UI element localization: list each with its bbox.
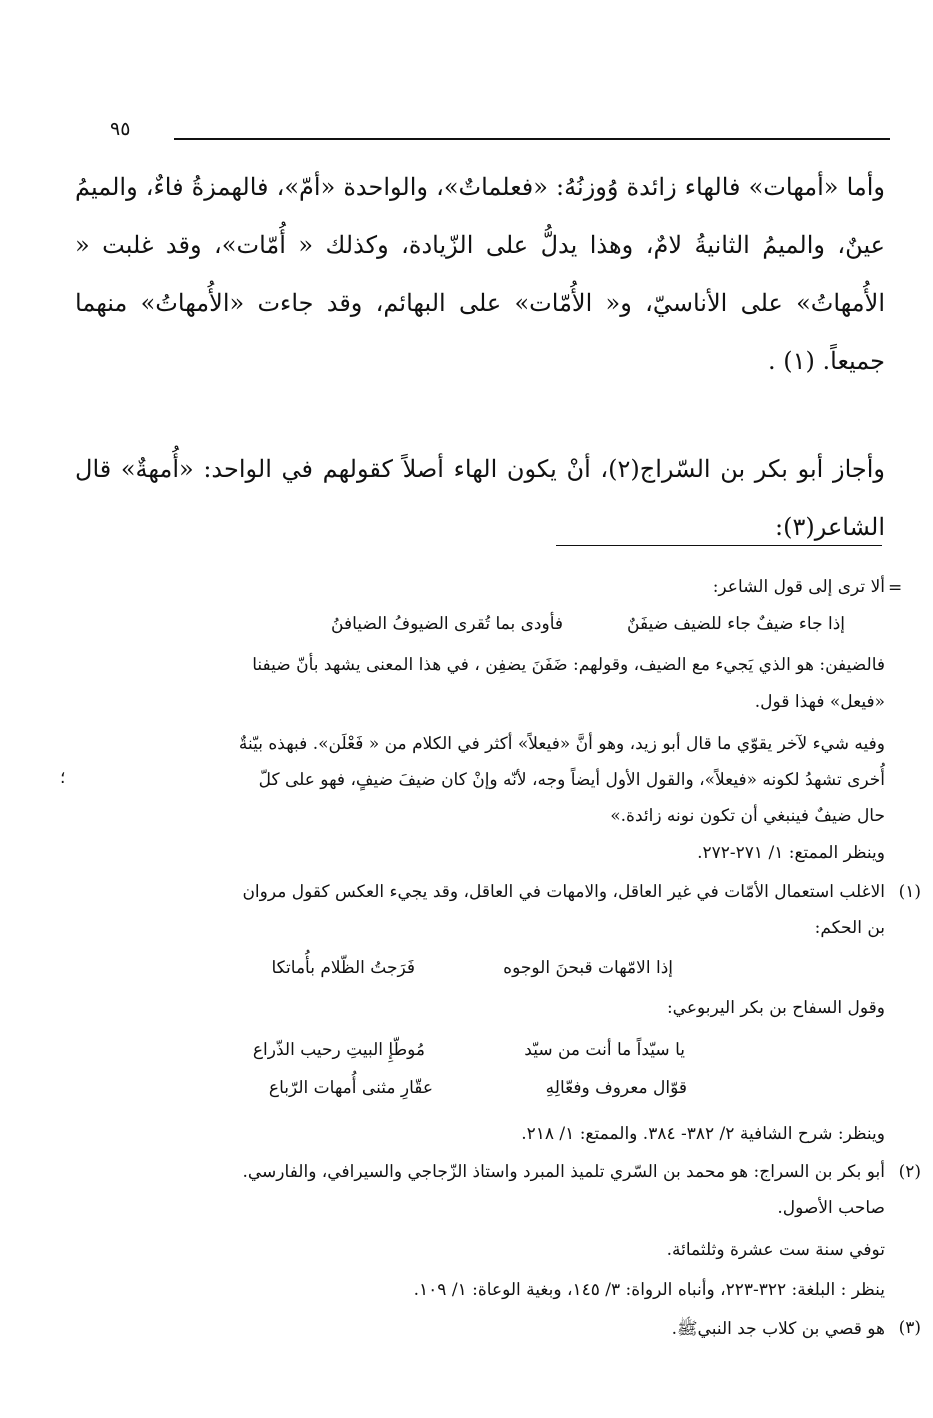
margin-mark: ؛: [60, 768, 66, 788]
footnote-line: هو قصي بن كلاب جد النبيﷺ.: [671, 1319, 885, 1339]
body-paragraph-2: وأجاز أبو بكر بن السّراج(٢)، أنْ يكون الهاء أصلاً كقولهم في الواحد: «أُمهةٌ» قال الشاعر(٣):: [75, 455, 885, 541]
footnote-line: صاحب الأصول.: [777, 1198, 885, 1218]
footnote-line: ينظر : البلغة: ٣٢٢-٢٢٣، وأنباه الرواة: ٣/ ١٤٥، وبغية الوعاة: ١/ ١٠٩.: [413, 1280, 885, 1300]
footnote-line: وقول السفاح بن بكر اليربوعي:: [666, 998, 885, 1018]
continuation-line: وينظر الممتع: ١/ ٢٧١-٢٧٢.: [697, 843, 885, 863]
footnote-number: (٣): [898, 1318, 921, 1338]
verse-hemistich: فَرَجتُ الظّلام بأُماتكا: [271, 958, 415, 978]
verse-hemistich: إذا جاء ضيفٌ جاء للضيف ضيفَنٌ: [627, 614, 845, 634]
continuation-line: «فيعل» فهذا قول.: [754, 692, 885, 712]
continuation-line: ألا ترى إلى قول الشاعر:: [712, 577, 885, 597]
verse-hemistich: مُوطّإِ البيتِ رحيب الذّراع: [252, 1040, 425, 1060]
verse-hemistich: إذا الامّهات قبحنَ الوجوه: [503, 958, 673, 978]
footnote-line: وينظر: شرح الشافية ٢/ ٣٨٢- ٣٨٤. والممتع: ١/ ٢١٨.: [521, 1124, 885, 1144]
page-number: ٩٥: [110, 118, 131, 140]
footnote-number: (٢): [898, 1162, 921, 1182]
verse-hemistich: يا سيّداً ما أنت من سيّد: [524, 1040, 685, 1060]
continuation-line: أُخرى تشهدُ لكونه «فيعلاً»، والقول الأول أيضاً وجه، لأنّه وإنْ كان ضيفَ ضيفٍ، فهو على كلّ: [258, 770, 885, 790]
body-paragraph-1: وأما «أمهات» فالهاء زائدة وُوزنُهُ: «فعلماتٌ»، والواحدة «أمّ»، فالهمزةُ فاءٌ، والميمُ عينٌ، والميمُ الثانيةُ لامٌ، وهذا يدلُّ على الزّيادة، وكذلك « أُمّات»، وقد غلبت « الأُمهاتُ» على الأناسيّ، و« الأُمّات» على البهائم، وقد جاءت «الأُمهاتُ» منهما جميعاً. (١) .: [75, 173, 885, 375]
verse-hemistich: قوّال معروف وفعّالِهِ: [545, 1078, 687, 1098]
continuation-line: حال ضيفٌ فينبغي أن تكون نونه زائدة.»: [610, 806, 885, 826]
verse-hemistich: عقّارِ مثنى أُمهات الرّباع: [268, 1078, 433, 1098]
verse-hemistich: فأودى بما تُقرى الضيوفُ الضيافنُ: [331, 614, 563, 634]
footnote-line: أبو بكر بن السراج: هو محمد بن السّري تلميذ المبرد واستاذ الزّجاجي والسيرافي، والفارسي.: [242, 1162, 885, 1182]
footnote-line: توفي سنة ست عشرة وثلثمائة.: [666, 1240, 885, 1260]
footnote-line: الاغلب استعمال الأمّات في غير العاقل، والامهات في العاقل، وقد يجيء العكس كقول مروان: [242, 882, 885, 902]
footnote-line: بن الحكم:: [814, 918, 885, 938]
continuation-line: فالضيفن: هو الذي يَجيء مع الضيف، وقولهم: ضَفَنَ يضفِن ، في هذا المعنى يشهد بأنّ ضيفنا: [252, 655, 885, 675]
continuation-line: وفيه شيء لآخر يقوّي ما قال أبو زيد، وهو أنَّ «فيعلاً» أكثر في الكلام من « فَعْلَن». فبهذه بيّنةٌ: [238, 734, 885, 754]
continuation-marker: =: [888, 578, 903, 598]
footnote-number: (١): [898, 882, 921, 902]
footnotes-area: [75, 0, 921, 1418]
